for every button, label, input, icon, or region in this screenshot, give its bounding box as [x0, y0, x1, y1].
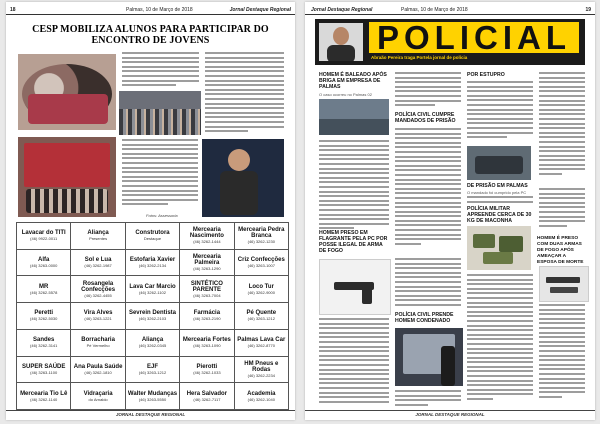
ad-detail: (46) 3262-1230 [247, 239, 275, 245]
classified-ad [126, 223, 179, 249]
story-1-photo [319, 99, 389, 135]
ad-title: Borracharia [81, 337, 115, 344]
story-4-title: POLÍCIA CIVIL PRENDE HOMEM CONDENADO [395, 312, 454, 324]
ad-title: Sevrein Dentista [128, 310, 176, 317]
ad-title: Mercearia Pedra Branca [238, 227, 285, 240]
story-7-text-cont [539, 188, 585, 232]
story-1-title: HOMEM É BALEADO APÓS BRIGA EM EMPRESA DE PALMAS [319, 72, 387, 90]
ad-detail: (46) 3263-1212 [138, 369, 167, 375]
left-page-date: Palmas, 10 de Março de 2018 [126, 7, 193, 13]
ad-detail: (46) 3262-4455 [84, 292, 112, 298]
story-2-text-cont [395, 258, 461, 312]
classified-ad [71, 276, 124, 302]
ad-title: Alfa [38, 257, 50, 264]
ad-title: Pierotti [196, 363, 218, 370]
classified-ads-grid [16, 222, 289, 410]
classified-ad [71, 357, 124, 383]
story-6-kicker: O mandado foi cumprido pela PC [467, 190, 527, 195]
ad-title: Pé Quente [246, 310, 277, 317]
story-5-title: POR ESTUPRO [467, 72, 505, 78]
ad-detail: (46) 3262-5578 [30, 289, 58, 295]
left-page-header [6, 6, 295, 15]
classified-ad [235, 383, 288, 409]
classified-ad [235, 330, 288, 356]
ad-detail: (46) 3263-2190 [193, 316, 221, 322]
classified-ad [235, 303, 288, 329]
ad-detail: do Arnaldo [88, 396, 108, 402]
photo-credit: Fotos: Assessoria [146, 213, 178, 218]
seized-weapons-photo [539, 266, 589, 302]
classified-ad [180, 223, 233, 249]
ad-title: Mercearia Palmeira [192, 254, 221, 267]
ad-detail: (46) 3263-1212 [247, 316, 275, 322]
right-page-number: 19 [585, 7, 591, 13]
classified-ad [71, 383, 124, 409]
classified-ad [180, 250, 233, 276]
story-8-title: HOMEM É PRESO COM DUAS ARMAS DE FOGO APÓS AMEAÇAR A ESPOSA DE MORTE [537, 236, 584, 265]
right-newspaper-page [305, 2, 595, 420]
story-1-text [319, 140, 389, 236]
ad-title: SUPER SAÚDE [22, 363, 66, 370]
ad-detail: (46) 3262-7117 [193, 396, 221, 402]
left-page-number: 18 [10, 7, 16, 13]
left-headline: CESP MOBILIZA ALUNOS PARA PARTICIPAR DO ENCONTRO DE JOVENS [32, 24, 269, 46]
ad-title: Peretti [34, 310, 54, 317]
ad-detail: (46) 3262-2234 [247, 372, 275, 378]
ad-title: SINTÉTICO PARENTE [190, 280, 223, 293]
ad-detail: (46) 3263-1100 [30, 369, 58, 375]
ad-detail: (46) 3262-1140 [30, 396, 58, 402]
ad-detail: (46) 3262-1040 [247, 396, 275, 402]
ad-detail: (46) 3262-2134 [138, 263, 167, 269]
classified-ad [17, 223, 70, 249]
classified-ad [180, 303, 233, 329]
story-2-text [395, 128, 461, 254]
classified-ad [126, 330, 179, 356]
seized-gun-photo [319, 259, 391, 315]
ad-title: Loco Tur [248, 283, 274, 290]
story-2-title: POLÍCIA CIVIL CUMPRE MANDADOS DE PRISÃO [395, 112, 456, 124]
ad-title: EJF [146, 363, 158, 370]
ad-detail: Destaque [143, 236, 162, 242]
ad-detail: (46) 3263-7004 [193, 292, 221, 298]
classified-ad [180, 357, 233, 383]
ad-title: Academia [247, 390, 276, 397]
ad-title: Estofaria Xavier [129, 257, 176, 264]
ad-detail: (46) 3263-0000 [30, 263, 58, 269]
story-1-text-cont [395, 72, 461, 108]
story-3-title: HOMEM PRESO EM FLAGRANTE PELA PC POR POSSE ILEGAL DE ARMA DE FOGO [319, 230, 388, 254]
ad-title: Mercearia Tio Lê [20, 390, 68, 397]
reporter-photo [319, 23, 363, 61]
students-group-photo [18, 54, 116, 130]
classified-ad [71, 223, 124, 249]
policial-banner [315, 19, 585, 65]
ad-detail: Pé Vermelho [86, 343, 110, 349]
ad-detail: (46) 3262-1102 [138, 289, 167, 295]
ad-detail: (46) 3262-0345 [138, 343, 167, 349]
ad-title: Rosangela Confecções [81, 280, 116, 293]
ad-detail: (46) 3262-1444 [193, 239, 221, 245]
ad-detail: (46) 3262-3141 [30, 343, 58, 349]
story-1-kicker: O caso ocorreu no Palmas 02 [319, 92, 372, 97]
ad-title: Vira Alves [83, 310, 113, 317]
story-7-title: POLÍCIA MILITAR APREENDE CERCA DE 30 KG DE MACONHA [467, 206, 532, 224]
ad-title: HM Pneus e Rodas [244, 360, 279, 373]
ad-detail: (46) 3262-9000 [247, 289, 275, 295]
ad-title: Mercearia Fortes [182, 337, 231, 344]
section-title: POLICIAL [369, 22, 579, 53]
ad-detail: (46) 3262-1033 [193, 369, 221, 375]
ad-title: Vidraçaria [83, 390, 113, 397]
story-4-text [395, 390, 461, 410]
classified-ad [126, 250, 179, 276]
classified-ad [126, 383, 179, 409]
ad-detail: (46) 3262-5030 [30, 316, 58, 322]
ad-detail: (46) 3262-1810 [84, 369, 112, 375]
right-page-date: Palmas, 10 de Março de 2018 [401, 7, 468, 13]
right-page-section: Jornal Destaque Regional [311, 7, 373, 13]
story-3-text [319, 318, 389, 410]
classified-ad [17, 250, 70, 276]
classified-ad [235, 357, 288, 383]
ad-title: Lavacar do TITI [21, 230, 66, 237]
ad-title: Construtora [135, 230, 170, 237]
ad-title: Walter Mudanças [127, 390, 178, 397]
classified-ad [126, 357, 179, 383]
classified-ad [17, 276, 70, 302]
left-newspaper-page [6, 2, 295, 420]
drugs-photo [467, 226, 531, 270]
classified-ad [71, 303, 124, 329]
right-page-header [305, 6, 595, 15]
classified-ad [180, 276, 233, 302]
classified-ad [17, 330, 70, 356]
article-text-lower [122, 139, 198, 211]
story-6-text-cont [539, 72, 585, 182]
ad-title: Farmácia [193, 310, 221, 317]
ad-title: Lava Car Marcio [129, 283, 176, 290]
right-page-footer: JORNAL DESTAQUE REGIONAL [305, 410, 595, 417]
story-7-text [467, 274, 533, 410]
left-page-footer: JORNAL DESTAQUE REGIONAL [6, 410, 295, 417]
classroom-photo [18, 137, 116, 217]
ad-detail: (46) 3262-8770 [247, 343, 275, 349]
ad-detail: (46) 3263-1007 [247, 263, 275, 269]
auditorium-photo [119, 91, 201, 135]
classified-ad [17, 357, 70, 383]
story-8-text [539, 304, 585, 410]
classified-ad [126, 303, 179, 329]
story-6-photo [467, 146, 531, 180]
left-page-paper: Jornal Destaque Regional [229, 7, 291, 13]
story-6-title: DE PRISÃO EM PALMAS [467, 183, 528, 189]
ad-detail: (46) 3263-1090 [193, 343, 221, 349]
ad-detail: (46) 3263-1290 [193, 266, 221, 272]
classified-ad [180, 383, 233, 409]
ad-title: Aliança [141, 337, 164, 344]
ad-title: MR [39, 283, 49, 290]
classified-ad [71, 250, 124, 276]
ad-title: Sandes [33, 337, 55, 344]
speaker-photo [202, 139, 284, 217]
classified-ad [235, 276, 288, 302]
classified-ad [180, 330, 233, 356]
ad-detail: (46) 9922-0011 [30, 236, 58, 242]
ad-title: Mercearia Nascimento [189, 227, 224, 240]
ad-title: Sol e Lua [84, 257, 112, 264]
ad-detail: Presentes [89, 236, 108, 242]
ad-detail: (46) 3262-1987 [84, 263, 112, 269]
ad-title: Ana Paula Saúde [73, 363, 123, 370]
ad-detail: (46) 3263-1221 [84, 316, 112, 322]
classified-ad [235, 223, 288, 249]
article-text-lead [122, 52, 199, 88]
story-5-text [467, 81, 533, 143]
ad-title: Palmas Lava Car [237, 337, 286, 344]
classified-ad [71, 330, 124, 356]
classified-ad [235, 250, 288, 276]
classified-ad [17, 383, 70, 409]
ad-title: Hera Salvador [186, 390, 228, 397]
ad-detail: (46) 3262-2103 [138, 316, 167, 322]
ad-title: Criz Confecções [237, 257, 285, 264]
ad-title: Aliança [87, 230, 109, 237]
ad-detail: (46) 3263-5550 [138, 396, 167, 402]
classified-ad [17, 303, 70, 329]
article-text-right [205, 52, 284, 136]
story-4-photo [395, 328, 463, 386]
classified-ad [126, 276, 179, 302]
section-subtitle: Abraão Pereira traga Portela jornal de polícia [371, 55, 468, 60]
